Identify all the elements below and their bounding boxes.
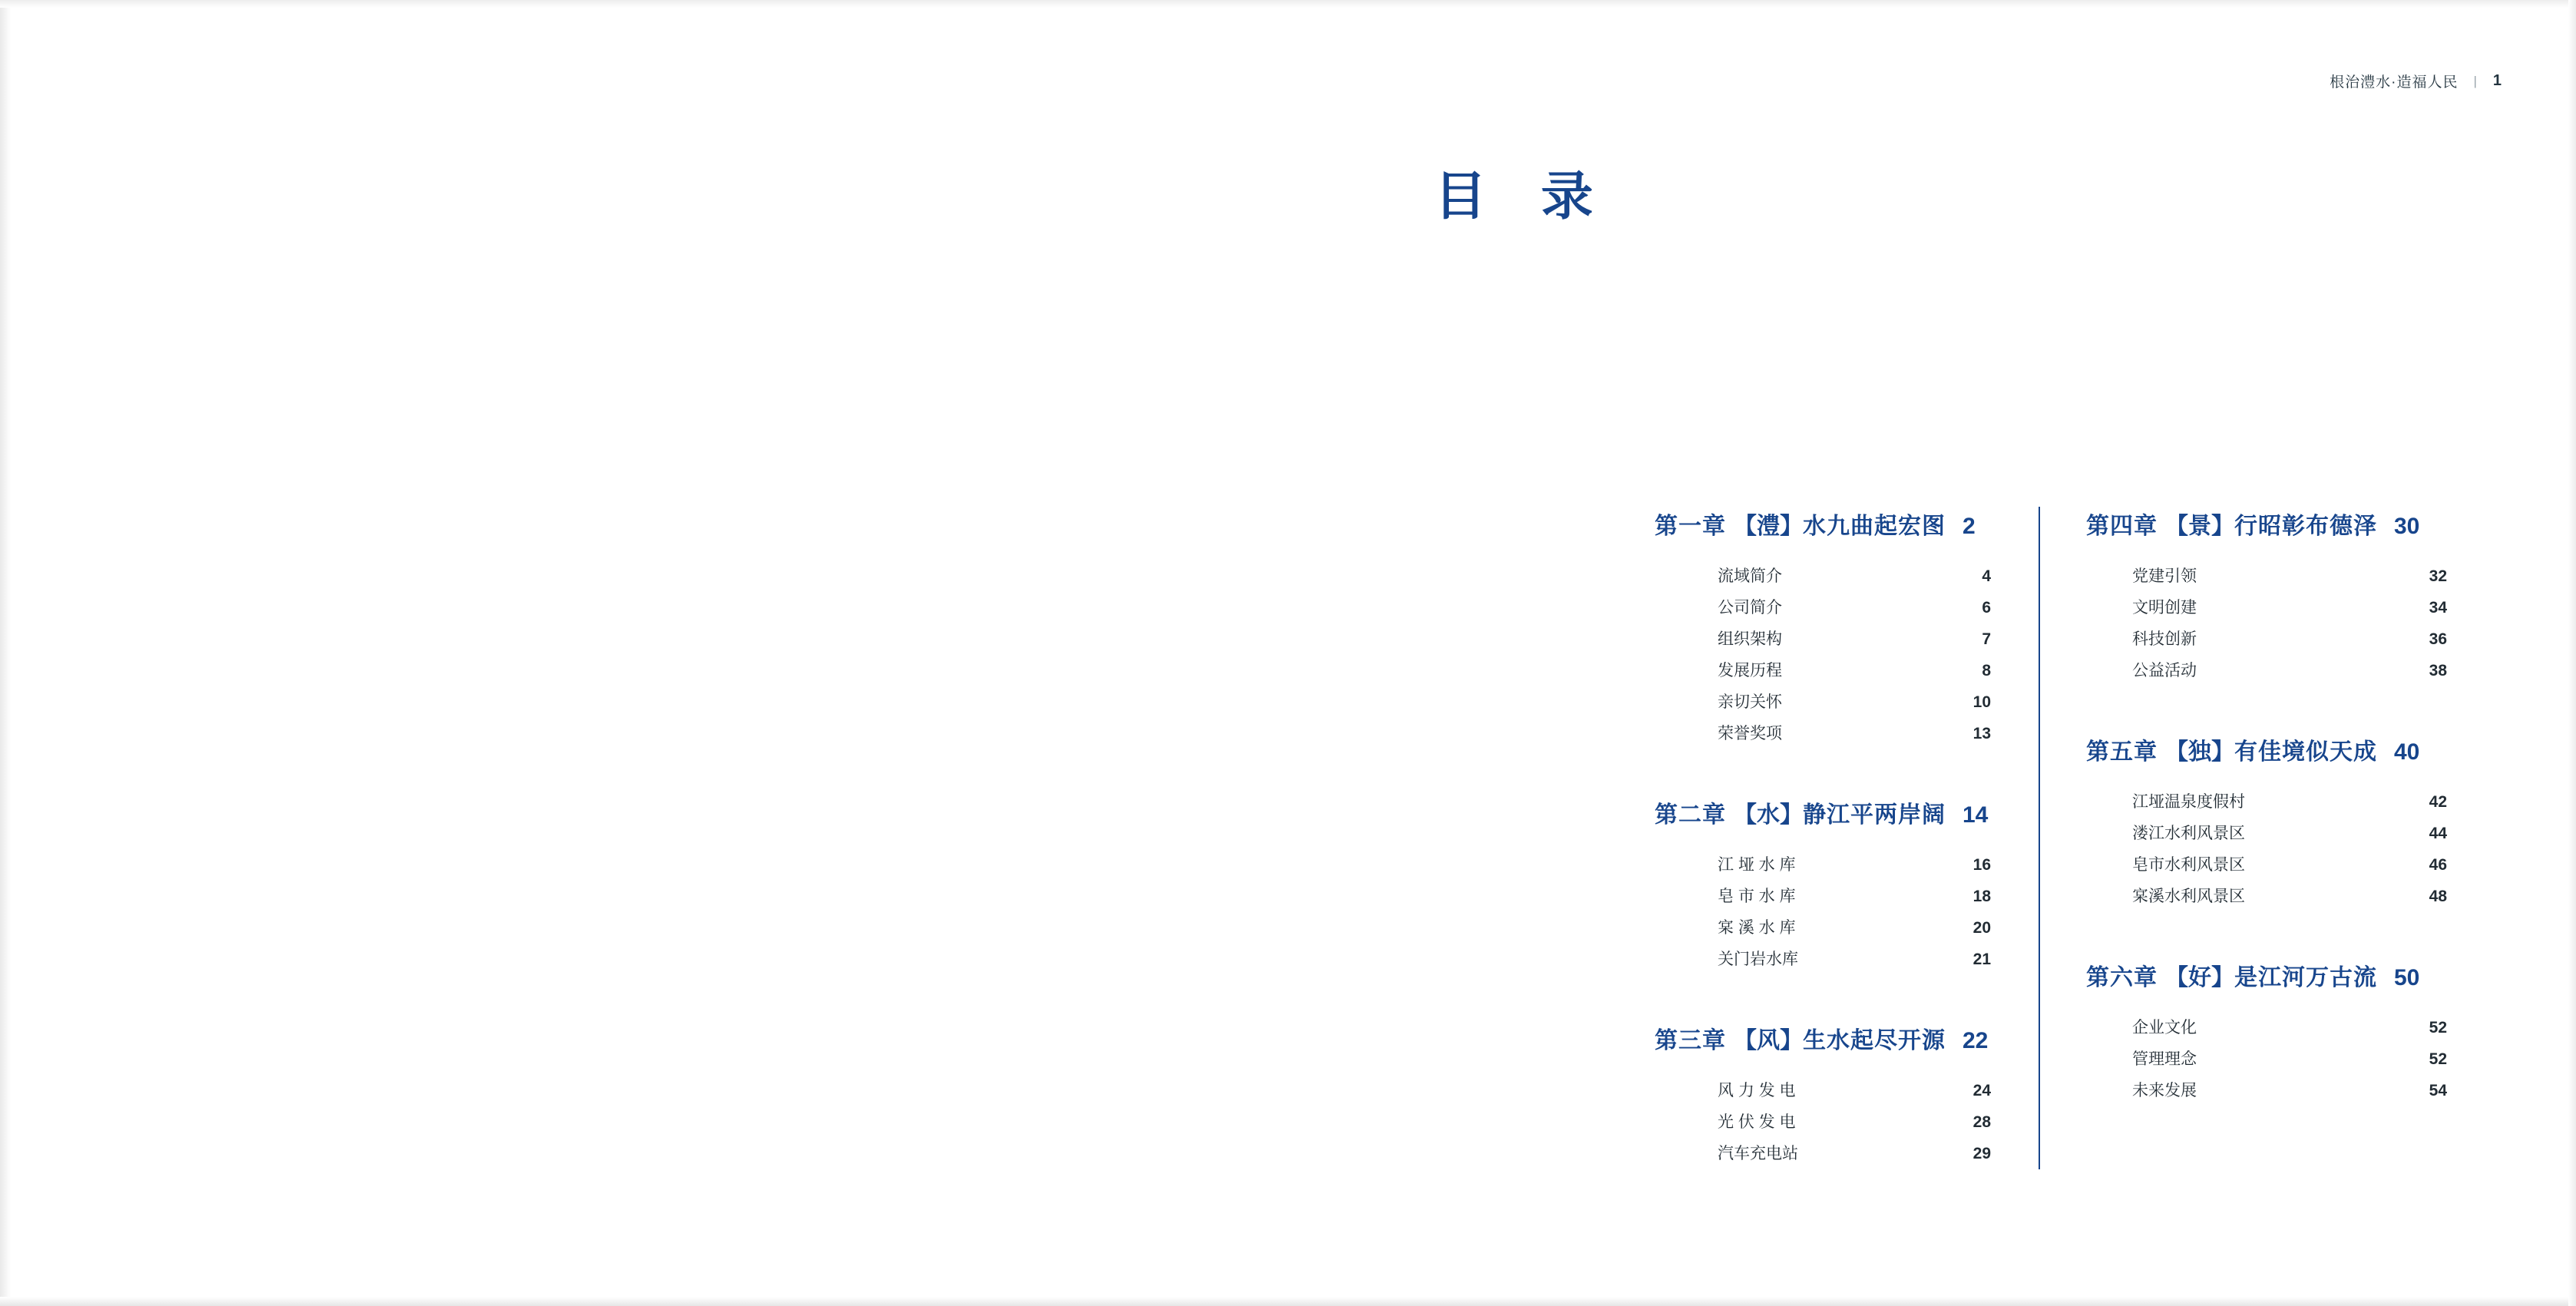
entry-title: 亲切关怀: [1718, 693, 1782, 711]
page-number: 1: [2492, 72, 2502, 89]
page-edge-shadow-left: [0, 0, 11, 1306]
chapter-label: 第五章: [2086, 739, 2158, 765]
entry-title: 流域简介: [1718, 567, 1782, 585]
entry-page: 52: [2429, 1050, 2447, 1068]
list-item[interactable]: [2086, 592, 2469, 623]
entry-list: [2086, 1012, 2469, 1106]
chapter-page: 22: [1963, 1028, 1989, 1053]
chapter-bracket: 【风】: [1734, 1028, 1803, 1053]
page-edge-shadow-right: [2568, 0, 2576, 1306]
toc-column-right: [2039, 507, 2469, 1169]
entry-title: 未来发展: [2132, 1082, 2197, 1099]
chapter-page: 50: [2394, 965, 2420, 990]
toc-columns: [1655, 507, 2507, 1169]
chapter-bracket: 【独】: [2165, 739, 2234, 765]
entry-page: 6: [1982, 599, 1991, 617]
entry-page: 46: [2429, 856, 2447, 874]
chapter-block: [1655, 507, 2039, 749]
chapter-page: 14: [1963, 802, 1989, 828]
chapter-heading-3[interactable]: [1655, 1021, 2039, 1055]
entry-page: 24: [1973, 1082, 1991, 1099]
entry-list: [2086, 560, 2469, 686]
entry-page: 18: [1973, 888, 1991, 905]
entry-title: 宲 溪 水 库: [1718, 919, 1796, 937]
entry-page: 4: [1982, 567, 1991, 585]
entry-list: [1655, 1075, 2039, 1169]
chapter-block: [1655, 795, 2039, 975]
chapter-heading-5[interactable]: [2086, 732, 2469, 766]
entry-title: 风 力 发 电: [1718, 1082, 1796, 1099]
entry-title: 光 伏 发 电: [1718, 1113, 1796, 1131]
chapter-heading-6[interactable]: [2086, 958, 2469, 992]
entry-page: 16: [1973, 856, 1991, 874]
list-item[interactable]: [1655, 881, 2039, 912]
entry-title: 宲溪水利风景区: [2132, 888, 2245, 905]
chapter-title: 生水起尽开源: [1803, 1028, 1946, 1053]
running-header: [2330, 71, 2502, 91]
entry-page: 52: [2429, 1019, 2447, 1037]
entry-title: 文明创建: [2132, 599, 2197, 617]
entry-page: 28: [1973, 1113, 1991, 1131]
entry-page: 8: [1982, 662, 1991, 679]
entry-page: 20: [1973, 919, 1991, 937]
list-item[interactable]: [2086, 1075, 2469, 1106]
list-item[interactable]: [1655, 1075, 2039, 1106]
entry-page: 38: [2429, 662, 2447, 679]
entry-title: 皂市水利风景区: [2132, 856, 2245, 874]
chapter-heading-2[interactable]: [1655, 795, 2039, 829]
chapter-label: 第三章: [1655, 1028, 1726, 1053]
running-header-separator: |: [2473, 73, 2478, 88]
chapter-block: [2086, 732, 2469, 912]
entry-page: 21: [1973, 951, 1991, 968]
entry-title: 江垭温泉度假村: [2132, 793, 2245, 811]
entry-page: 29: [1973, 1145, 1991, 1162]
chapter-bracket: 【景】: [2165, 514, 2234, 539]
chapter-title: 静江平两岸阔: [1803, 802, 1946, 828]
chapter-label: 第六章: [2086, 965, 2158, 990]
chapter-page: 2: [1963, 514, 1976, 539]
list-item[interactable]: [1655, 592, 2039, 623]
entry-list: [2086, 786, 2469, 912]
chapter-bracket: 【澧】: [1734, 514, 1803, 539]
chapter-bracket: 【水】: [1734, 802, 1803, 828]
entry-title: 科技创新: [2132, 630, 2197, 648]
entry-page: 13: [1973, 725, 1991, 742]
chapter-label: 第一章: [1655, 514, 1726, 539]
list-item[interactable]: [1655, 718, 2039, 749]
chapter-page: 40: [2394, 739, 2420, 765]
entry-page: 34: [2429, 599, 2447, 617]
entry-page: 54: [2429, 1082, 2447, 1099]
entry-page: 48: [2429, 888, 2447, 905]
list-item[interactable]: [2086, 849, 2469, 881]
entry-page: 42: [2429, 793, 2447, 811]
entry-page: 7: [1982, 630, 1991, 648]
page-title: 目 录: [1434, 167, 1613, 226]
list-item[interactable]: [2086, 1012, 2469, 1043]
list-item[interactable]: [1655, 655, 2039, 686]
entry-title: 荣誉奖项: [1718, 725, 1782, 742]
list-item[interactable]: [1655, 1138, 2039, 1169]
entry-title: 汽车充电站: [1718, 1145, 1798, 1162]
entry-title: 公司简介: [1718, 599, 1782, 617]
list-item[interactable]: [1655, 912, 2039, 944]
toc-column-left: [1655, 507, 2039, 1169]
list-item[interactable]: [2086, 655, 2469, 686]
page-edge-shadow-bottom: [0, 1297, 2576, 1306]
list-item[interactable]: [2086, 1043, 2469, 1075]
chapter-label: 第二章: [1655, 802, 1726, 828]
entry-title: 组织架构: [1718, 630, 1782, 648]
entry-title: 关门岩水库: [1718, 951, 1798, 968]
entry-title: 溇江水利风景区: [2132, 825, 2245, 842]
chapter-title: 是江河万古流: [2234, 965, 2377, 990]
list-item[interactable]: [1655, 623, 2039, 655]
page-edge-shadow-top: [0, 0, 2576, 8]
list-item[interactable]: [2086, 881, 2469, 912]
chapter-block: [1655, 1021, 2039, 1169]
chapter-block: [2086, 958, 2469, 1106]
entry-title: 党建引领: [2132, 567, 2197, 585]
entry-title: 皂 市 水 库: [1718, 888, 1796, 905]
list-item[interactable]: [2086, 623, 2469, 655]
chapter-title: 水九曲起宏图: [1803, 514, 1946, 539]
entry-title: 江 垭 水 库: [1718, 856, 1796, 874]
entry-title: 管理理念: [2132, 1050, 2197, 1068]
entry-title: 发展历程: [1718, 662, 1782, 679]
chapter-heading-1[interactable]: [1655, 507, 2039, 541]
chapter-page: 30: [2394, 514, 2420, 539]
chapter-label: 第四章: [2086, 514, 2158, 539]
entry-page: 32: [2429, 567, 2447, 585]
entry-list: [1655, 849, 2039, 975]
chapter-block: [2086, 507, 2469, 686]
running-header-text: 根治澧水·造福人民: [2330, 74, 2459, 91]
entry-title: 企业文化: [2132, 1019, 2197, 1037]
list-item[interactable]: [2086, 786, 2469, 818]
list-item[interactable]: [1655, 560, 2039, 592]
list-item[interactable]: [1655, 686, 2039, 718]
entry-page: 36: [2429, 630, 2447, 648]
entry-title: 公益活动: [2132, 662, 2197, 679]
list-item[interactable]: [1655, 1106, 2039, 1138]
entry-page: 10: [1973, 693, 1991, 711]
chapter-bracket: 【好】: [2165, 965, 2234, 990]
list-item[interactable]: [1655, 849, 2039, 881]
entry-list: [1655, 560, 2039, 749]
list-item[interactable]: [1655, 944, 2039, 975]
chapter-heading-4[interactable]: [2086, 507, 2469, 541]
list-item[interactable]: [2086, 560, 2469, 592]
list-item[interactable]: [2086, 818, 2469, 849]
entry-page: 44: [2429, 825, 2447, 842]
chapter-title: 有佳境似天成: [2234, 739, 2377, 765]
chapter-title: 行昭彰布德泽: [2234, 514, 2377, 539]
